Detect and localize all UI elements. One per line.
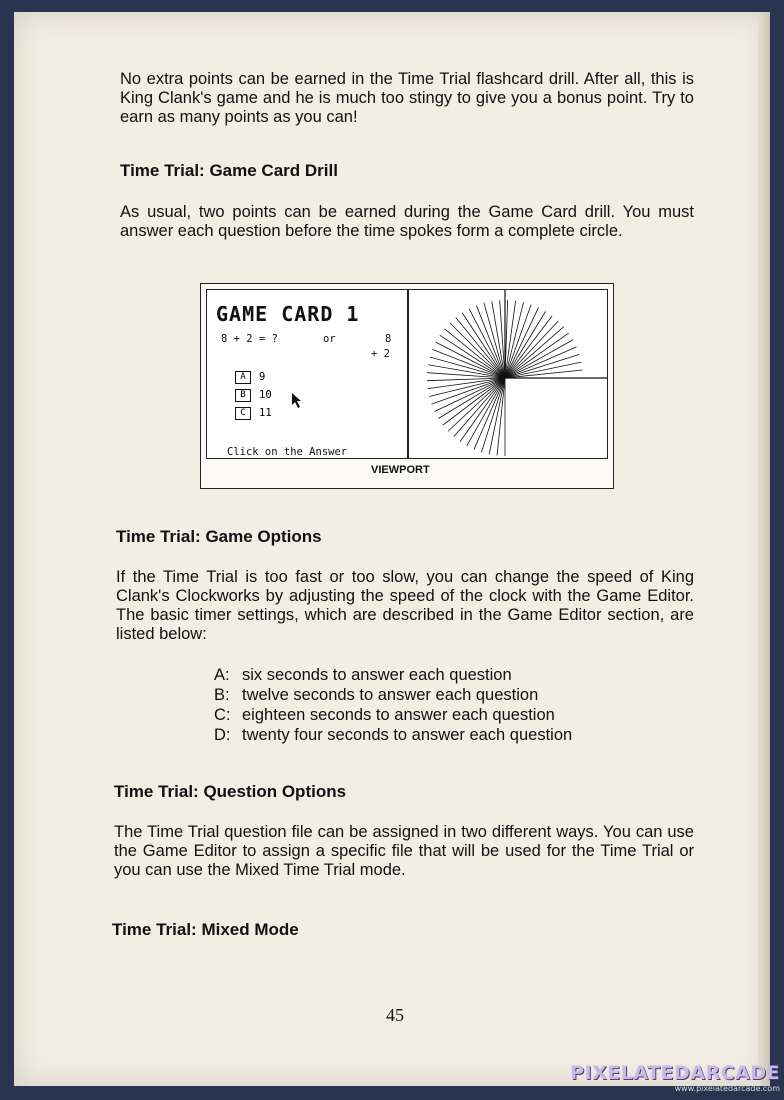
game-card-figure bbox=[200, 283, 614, 489]
watermark bbox=[570, 1062, 780, 1093]
heading-game-options: Time Trial: Game Options bbox=[116, 527, 322, 546]
heading-question-options: Time Trial: Question Options bbox=[114, 782, 347, 801]
option-c-box[interactable]: C bbox=[235, 407, 251, 420]
clock-spoke bbox=[469, 309, 505, 378]
option-c-value: 11 bbox=[259, 407, 272, 419]
manual-page bbox=[14, 12, 770, 1086]
clock-spoke bbox=[505, 347, 577, 378]
option-b-box[interactable]: B bbox=[235, 389, 251, 402]
option-a-value: 9 bbox=[259, 371, 266, 383]
question-horizontal: 8 + 2 = ? bbox=[221, 333, 278, 345]
question-options-paragraph: The Time Trial question file can be assigned in two different ways. You can use the Game Editor to assign a specific file that will be used for the Time Trial or you can use the Mixed Time Trial mode. bbox=[114, 823, 694, 879]
timer-setting-d: D: twenty four seconds to answer each question bbox=[214, 726, 573, 744]
watermark-url: www.pixelatedarcade.com bbox=[674, 1084, 780, 1093]
watermark-brand: PIXELATEDARCADE bbox=[570, 1062, 780, 1084]
option-b-value: 10 bbox=[259, 389, 272, 401]
clock-spoke bbox=[456, 317, 505, 378]
clock-spoke bbox=[436, 342, 505, 378]
intro-paragraph: No extra points can be earned in the Time Trial flashcard drill. After all, this is King Clank's game and he is much too stingy to give you a bonus point. Try to earn as many points as you can! bbox=[120, 70, 694, 126]
timer-setting-c: C: eighteen seconds to answer each question bbox=[214, 706, 555, 724]
page-number: 45 bbox=[386, 1005, 404, 1025]
heading-game-card-drill: Time Trial: Game Card Drill bbox=[120, 161, 338, 180]
clock-spokes bbox=[409, 290, 607, 458]
timer-setting-a: A: six seconds to answer each question bbox=[214, 666, 512, 684]
game-options-paragraph: If the Time Trial is too fast or too slow, you can change the speed of King Clank's Clockworks by adjusting the speed of the clock with the Game Editor. The basic timer settings, which are described in the Game Editor section, are listed below: bbox=[116, 568, 694, 643]
option-a-box[interactable]: A bbox=[235, 371, 251, 384]
question-vertical-bottom: + 2 bbox=[371, 348, 390, 360]
game-card-title: GAME CARD 1 bbox=[216, 302, 360, 326]
timer-setting-b: B: twelve seconds to answer each question bbox=[214, 686, 539, 704]
click-instruction: Click on the Answer bbox=[227, 446, 348, 458]
game-card-paragraph: As usual, two points can be earned during the Game Card drill. You must answer each question before the time spokes form a complete circle. bbox=[120, 203, 694, 240]
question-vertical-top: 8 bbox=[385, 333, 392, 345]
heading-mixed-mode: Time Trial: Mixed Mode bbox=[112, 920, 299, 939]
viewport-caption: VIEWPORT bbox=[371, 464, 430, 476]
mouse-cursor-icon bbox=[291, 392, 303, 410]
timer-settings-list bbox=[214, 665, 572, 745]
question-or: or bbox=[323, 333, 336, 345]
game-card-screen bbox=[206, 289, 608, 459]
clock-spoke bbox=[474, 378, 505, 450]
page-edge bbox=[758, 12, 770, 1086]
clock-spoke bbox=[444, 329, 505, 378]
